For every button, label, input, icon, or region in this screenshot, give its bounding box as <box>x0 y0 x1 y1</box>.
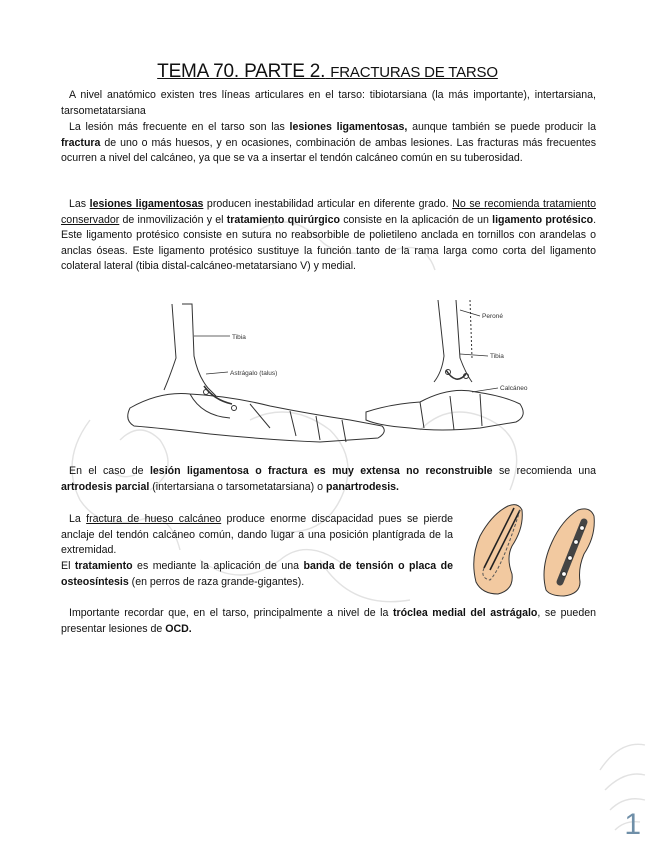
paragraph-ocd <box>61 606 596 637</box>
p7-text: Importante recordar que, en el tarso, principalmente a nivel de la <box>69 607 393 619</box>
p7-text: , se pueden presentar lesiones de <box>61 607 596 635</box>
paragraph-anatomy <box>61 88 596 119</box>
p6-text: (en perros de raza grande-gigantes). <box>128 575 305 588</box>
p3-text: de inmovilización y el <box>119 213 227 226</box>
p5-text: produce enorme discapacidad pues se pierde anclaje del tendón calcáneo común, dando lugar a una posición plantígrada de la extremidad. <box>61 513 453 557</box>
p2-text: de uno o más huesos, y en ocasiones, combinación de ambas lesiones. Las fracturas más frecuentes ocurren a nivel del calcáneo, ya que se va a insertar el tendón calcáneo común en su tuberosidad. <box>61 136 596 165</box>
p4-bold-extensive: lesión ligamentosa o fractura es muy extensa no reconstruible <box>149 465 493 477</box>
label-perone: Peroné <box>482 313 503 320</box>
p3-underline-conservative: No se recomienda tratamiento conservador <box>61 198 597 226</box>
title-main: TEMA 70. PARTE 2. <box>157 61 326 82</box>
p3-bold-surgical: tratamiento quirúrgico <box>226 213 340 226</box>
left-tibia-bone <box>182 304 216 396</box>
p5-text: La <box>69 513 87 525</box>
p2-text: aunque también se puede producir la <box>407 121 596 133</box>
label-tibia-right: Tibia <box>490 353 504 360</box>
label-calcaneo: Calcáneo <box>500 385 528 392</box>
p2-bold-fracture: fractura <box>61 136 101 149</box>
p4-text: se recomienda una <box>492 465 596 477</box>
p6-bold-band-plate: banda de tensión o placa de osteosíntesis <box>61 560 453 588</box>
left-foot-bones <box>128 394 385 442</box>
tension-band-bone <box>474 505 523 594</box>
p5-underline-fracture: fractura de hueso calcáneo <box>86 513 222 525</box>
p1-text: A nivel anatómico existen tres líneas articulares en el tarso: tibiotarsiana (la más importante), intertarsiana, tarsometatarsiana <box>61 89 596 117</box>
p2-text: La lesión más frecuente en el tarso son las <box>69 121 290 133</box>
paragraph-ligament-treatment <box>61 197 596 275</box>
label-talus: Astrágalo (talus) <box>230 370 278 377</box>
p6-bold-treatment: tratamiento <box>74 560 133 572</box>
paragraph-arthrodesis <box>61 464 596 495</box>
p4-text: En el caso de <box>69 465 150 477</box>
p3-text: Las <box>69 198 90 210</box>
page-title <box>0 61 655 83</box>
p2-bold-lesions: lesiones ligamentosas, <box>289 121 408 133</box>
p3-text: consiste en la aplicación de un <box>339 213 493 226</box>
calcaneus-fixation-figure <box>462 498 610 598</box>
p4-bold-panarthrodesis: panartrodesis. <box>325 480 399 493</box>
p3-bold-prosthetic: ligamento protésico <box>492 213 594 226</box>
p6-text: es mediante la aplicación de una <box>132 560 304 572</box>
p3-text: . Este ligamento protésico consiste en sutura no reabsorbible de polietileno anclada en tornillos con arandelas o anclas óseas. Este ligamento protésico sustituye la función tanto de la rama larga como corta del ligamento colateral lateral (tibia distal-calcáneo-metatarsiano V) y medial. <box>61 213 597 273</box>
p6-text: El <box>61 560 75 572</box>
title-sub: FRACTURAS DE TARSO <box>330 64 498 81</box>
page-number: 1 <box>624 808 641 841</box>
paragraph-treatment <box>61 559 453 590</box>
paragraph-frequent-lesions <box>61 120 596 167</box>
p4-bold-partial: artrodesis parcial <box>61 480 150 493</box>
label-tibia-left: Tibia <box>232 334 246 341</box>
p4-text: (intertarsiana o tarsometatarsiana) o <box>149 480 326 493</box>
paragraph-calcaneus-fracture <box>61 512 453 559</box>
tarsus-anatomy-figure <box>120 296 540 446</box>
p7-bold-ocd: OCD. <box>165 622 192 635</box>
p3-bold-lesions: lesiones ligamentosas <box>89 198 204 210</box>
right-foot-bones <box>366 390 523 430</box>
p3-text: producen inestabilidad articular en diferente grado. <box>203 198 453 210</box>
p7-bold-trochlea: tróclea medial del astrágalo <box>393 607 538 619</box>
